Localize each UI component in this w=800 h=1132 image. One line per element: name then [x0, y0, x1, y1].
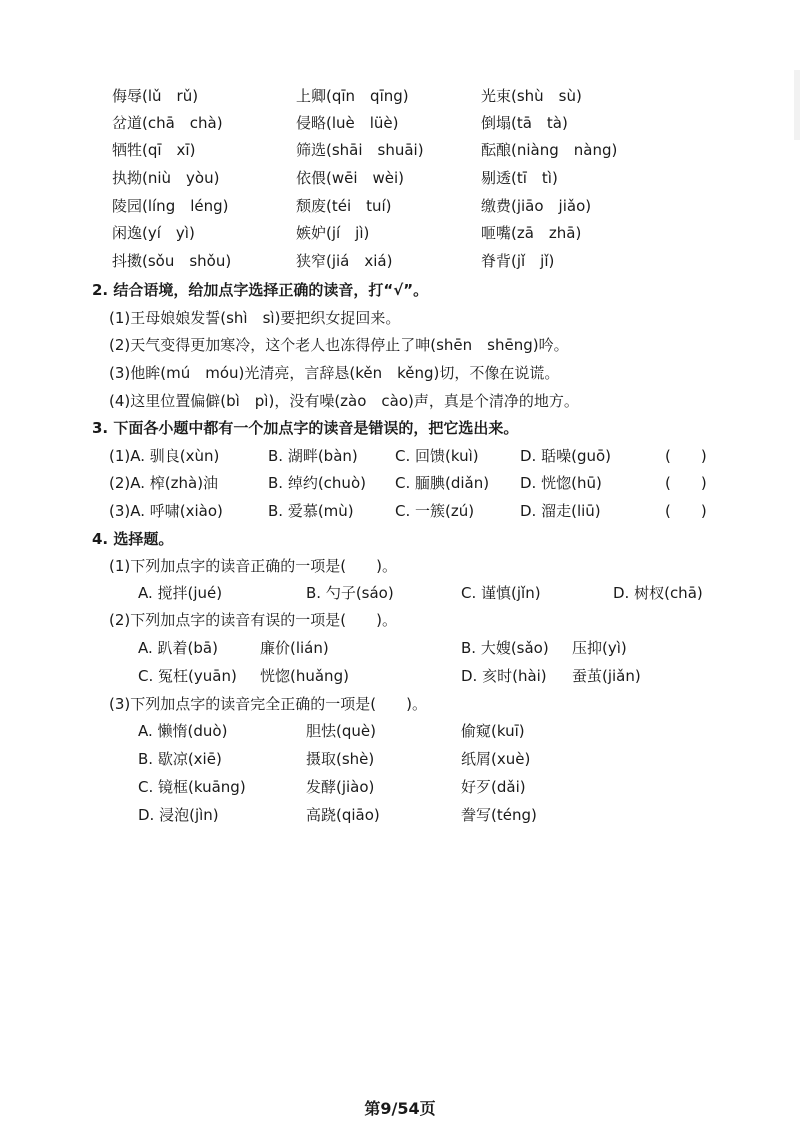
option-d-word-2: 高跷(qiāo) [306, 806, 380, 824]
option-a: (2)A. 榨(zhà)油 [109, 474, 219, 492]
q1-word: 狭窄(jiá xiá) [296, 252, 393, 270]
question-3-title: 3. 下面各小题中都有一个加点字的读音是错误的，把它选出来。 [92, 419, 519, 437]
q1-word: 抖擞(sǒu shǒu) [112, 252, 232, 270]
answer-blank[interactable]: ( ) [665, 474, 707, 492]
option-a: A. 趴着(bā) [138, 639, 218, 657]
option-b-word-3: 纸屑(xuè) [461, 750, 531, 768]
option-a: (1)A. 驯良(xùn) [109, 447, 220, 465]
q1-row [0, 221, 800, 245]
q1-word: 侵略(luè lüè) [296, 114, 399, 132]
answer-blank[interactable]: ( ) [665, 447, 707, 465]
option-d: D. 聒噪(guō) [520, 447, 611, 465]
q1-row [0, 84, 800, 108]
q1-word: 缴费(jiāo jiǎo) [481, 197, 592, 215]
question-3-row [0, 499, 800, 523]
q1-row [0, 166, 800, 190]
q1-word: 酝酿(niàng nàng) [481, 141, 618, 159]
sub-question-stem: (1)下列加点字的读音正确的一项是( )。 [109, 557, 397, 575]
option-b: B. 歇凉(xiē) [138, 750, 222, 768]
sub-question-options [0, 581, 800, 605]
question-2-item: (4)这里位置偏僻(bì pì)，没有噪(zào cào)声，真是个清净的地方。 [109, 392, 579, 410]
answer-blank[interactable]: ( ) [665, 502, 707, 520]
q1-word: 执拗(niù yòu) [112, 169, 220, 187]
q1-word: 上卿(qīn qīng) [296, 87, 409, 105]
q1-word: 闲逸(yí yì) [112, 224, 195, 242]
option-b: B. 绰约(chuò) [268, 474, 366, 492]
scan-edge-shadow [794, 70, 800, 140]
q1-word: 光束(shù sù) [481, 87, 582, 105]
q1-word: 咂嘴(zā zhā) [481, 224, 582, 242]
option-c: C. 腼腆(diǎn) [395, 474, 490, 492]
option-c: C. 回馈(kuì) [395, 447, 479, 465]
option-a-word-2: 胆怯(què) [306, 722, 376, 740]
q1-word: 倒塌(tā tà) [481, 114, 568, 132]
sub-question-stem: (2)下列加点字的读音有误的一项是( )。 [109, 611, 397, 629]
option-c-word-3: 好歹(dǎi) [461, 778, 526, 796]
sub-question-options [0, 775, 800, 799]
option-c: C. 镜框(kuāng) [138, 778, 246, 796]
q1-word: 岔道(chā chà) [112, 114, 223, 132]
option-c: C. 一簇(zú) [395, 502, 475, 520]
option-b-word-2: 压抑(yì) [572, 639, 627, 657]
page-number: 第9/54页 [364, 1099, 436, 1118]
option-d: D. 亥时(hài) [461, 667, 547, 685]
option-d: D. 浸泡(jìn) [138, 806, 219, 824]
question-3-row [0, 471, 800, 495]
sub-question-options [0, 636, 800, 660]
q1-row [0, 138, 800, 162]
option-a: A. 搅拌(jué) [138, 584, 223, 602]
option-a-word-3: 偷窥(kuī) [461, 722, 525, 740]
sub-question-options [0, 747, 800, 771]
option-c: C. 谨慎(jǐn) [461, 584, 541, 602]
q1-word: 嫉妒(jí jì) [296, 224, 370, 242]
sub-question-stem: (3)下列加点字的读音完全正确的一项是( )。 [109, 695, 427, 713]
q1-word: 依偎(wēi wèi) [296, 169, 405, 187]
option-b: B. 爱慕(mù) [268, 502, 354, 520]
option-c-word-2: 发酵(jiào) [306, 778, 375, 796]
option-b-word-2: 摄取(shè) [306, 750, 375, 768]
question-2-item: (2)天气变得更加寒冷，这个老人也冻得停止了呻(shēn shēng)吟。 [109, 336, 569, 354]
q1-word: 脊背(jǐ jǐ) [481, 252, 555, 270]
q1-word: 陵园(líng léng) [112, 197, 229, 215]
q1-word: 筛选(shāi shuāi) [296, 141, 424, 159]
question-3-row [0, 444, 800, 468]
question-2-item: (1)王母娘娘发誓(shì sì)要把织女捉回来。 [109, 309, 401, 327]
option-d-word-2: 蚕茧(jiǎn) [572, 667, 641, 685]
option-b: B. 大嫂(sǎo) [461, 639, 549, 657]
q1-row [0, 111, 800, 135]
option-b: B. 勺子(sáo) [306, 584, 394, 602]
q1-word: 颓废(téi tuí) [296, 197, 392, 215]
sub-question-options [0, 664, 800, 688]
option-d: D. 树杈(chā) [613, 584, 703, 602]
option-c-word-2: 恍惚(huǎng) [260, 667, 349, 685]
question-2-item: (3)他眸(mú móu)光清亮，言辞恳(kěn kěng)切，不像在说谎。 [109, 364, 560, 382]
option-c: C. 冤枉(yuān) [138, 667, 237, 685]
option-d-word-3: 誊写(téng) [461, 806, 537, 824]
option-a: (3)A. 呼啸(xiào) [109, 502, 223, 520]
q1-row [0, 249, 800, 273]
option-b: B. 湖畔(bàn) [268, 447, 358, 465]
question-2-title: 2. 结合语境，给加点字选择正确的读音，打“√”。 [92, 281, 429, 299]
q1-word: 侮辱(lǔ rǔ) [112, 87, 199, 105]
option-d: D. 溜走(liū) [520, 502, 601, 520]
sub-question-options [0, 803, 800, 827]
option-a: A. 懒惰(duò) [138, 722, 228, 740]
option-a-word-2: 廉价(lián) [260, 639, 329, 657]
q1-word: 牺牲(qī xī) [112, 141, 196, 159]
sub-question-options [0, 719, 800, 743]
option-d: D. 恍惚(hū) [520, 474, 602, 492]
question-4-title: 4. 选择题。 [92, 530, 174, 548]
q1-row [0, 194, 800, 218]
q1-word: 剔透(tī tì) [481, 169, 558, 187]
